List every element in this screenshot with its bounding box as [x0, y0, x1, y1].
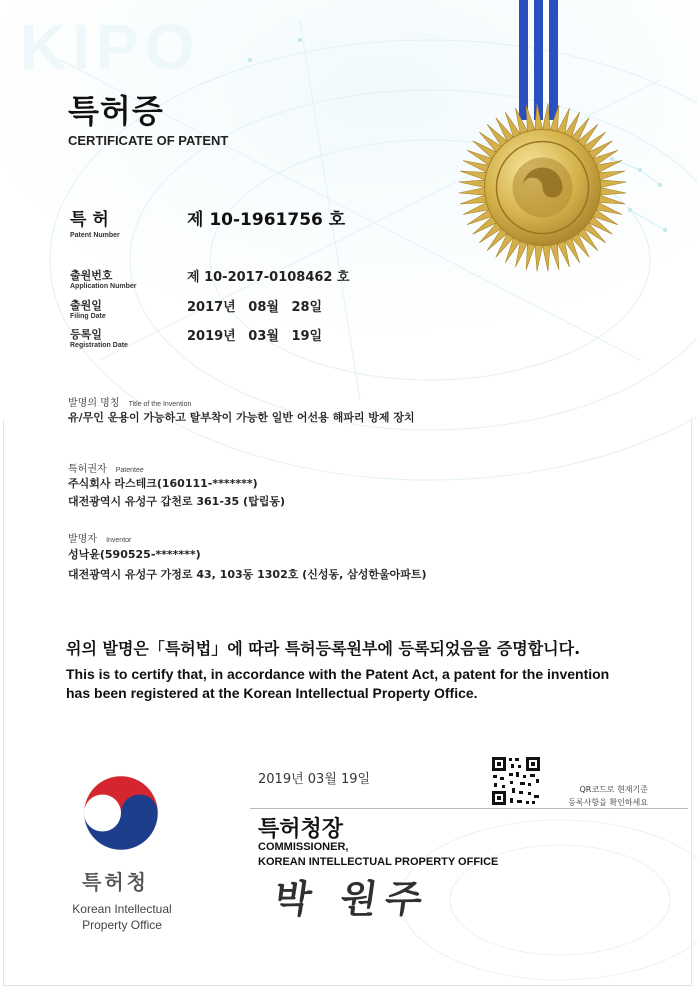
- application-number-value: 제 10-2017-0108462 호: [187, 270, 350, 285]
- certificate-title-ko: 특허증: [68, 92, 164, 130]
- patent-number-value: 제 10-1961756 호: [187, 210, 346, 230]
- certificate-title-en: CERTIFICATE OF PATENT: [68, 133, 229, 148]
- filing-date-label-en: Filing Date: [70, 313, 106, 320]
- registration-date-label-en: Registration Date: [70, 342, 128, 349]
- application-number-label-ko: 출원번호: [70, 269, 113, 282]
- kipo-logo-line2: Property Office: [82, 918, 162, 932]
- commissioner-signature: [271, 868, 434, 923]
- gold-seal: [455, 100, 630, 275]
- issue-date: 2019년 03월 19일: [258, 772, 371, 787]
- qr-note: [548, 784, 648, 808]
- filing-day: 28일: [291, 300, 323, 315]
- qr-note-line2: 등록사항을 확인하세요: [568, 798, 648, 807]
- kipo-watermark: KIPO: [20, 11, 201, 83]
- invention-title-label-ko: 발명의 명칭: [68, 398, 120, 409]
- inventor-address: 대전광역시 유성구 가정로 43, 103동 1302호 (신성동, 삼성한울아파트): [68, 568, 427, 581]
- invention-title-label: [68, 391, 191, 410]
- patent-number-label-en: Patent Number: [70, 232, 120, 239]
- registration-date-value: [187, 325, 322, 344]
- inventor-label-en: Inventor: [106, 537, 132, 544]
- certification-en-line2: has been registered at the Korean Intellectual Property Office.: [66, 685, 478, 701]
- kipo-logo-name-ko: 특허청: [82, 870, 149, 894]
- patentee-label-en: Patentee: [115, 467, 144, 474]
- registration-date-label-ko: 등록일: [70, 328, 102, 341]
- filing-month: 08월: [248, 300, 279, 315]
- filing-date-label: [70, 297, 106, 320]
- patentee-address: 대전광역시 유성구 갑천로 361-35 (탑립동): [68, 495, 285, 508]
- patent-number-label-ko: 특 허: [70, 210, 109, 230]
- commissioner-divider: [250, 808, 688, 809]
- kipo-emblem-icon: [80, 772, 162, 854]
- registration-month: 03월: [248, 329, 279, 344]
- patentee-label: [68, 457, 144, 476]
- patent-number-label: [70, 205, 120, 239]
- inventor-name: 성낙윤(590525-*******): [68, 548, 201, 561]
- filing-year: 2017년: [187, 300, 236, 315]
- patentee-label-ko: 특허권자: [68, 464, 107, 475]
- commissioner-line1: COMMISSIONER,: [258, 841, 349, 853]
- patentee-name: 주식회사 라스테크(160111-*******): [68, 477, 258, 490]
- registration-day: 19일: [291, 329, 323, 344]
- filing-date-value: [187, 296, 322, 315]
- registration-year: 2019년: [187, 329, 236, 344]
- inventor-label: [68, 527, 131, 546]
- invention-title-label-en: Title of the Invention: [128, 401, 192, 408]
- invention-title-value: 유/무인 운용이 가능하고 탈부착이 가능한 일반 어선용 해파리 방제 장치: [68, 411, 415, 424]
- application-number-label: [70, 267, 137, 290]
- commissioner-line2: KOREAN INTELLECTUAL PROPERTY OFFICE: [258, 856, 499, 868]
- certification-ko: 위의 발명은「특허법」에 따라 특허등록원부에 등록되었음을 증명합니다.: [66, 639, 581, 658]
- inventor-label-ko: 발명자: [68, 534, 97, 545]
- signature-text: 박 원주: [271, 876, 434, 921]
- filing-date-label-ko: 출원일: [70, 299, 102, 312]
- qr-note-line1: QR코드로 현재기준: [579, 785, 648, 794]
- certification-en-line1: This is to certify that, in accordance with the Patent Act, a patent for the invention: [66, 666, 610, 682]
- commissioner-title-ko: 특허청장: [258, 817, 344, 842]
- kipo-logo-line1: Korean Intellectual: [72, 902, 172, 916]
- registration-date-label: [70, 326, 128, 349]
- application-number-label-en: Application Number: [70, 283, 137, 290]
- qr-code[interactable]: [490, 755, 542, 807]
